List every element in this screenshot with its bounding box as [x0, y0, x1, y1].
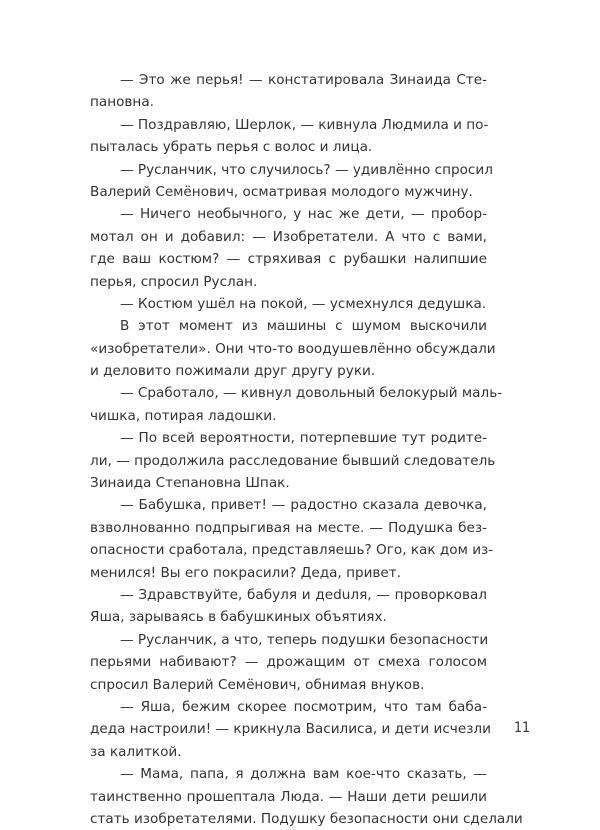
text-line: пыталась убрать перья с волос и лица. [90, 139, 373, 156]
text-line: где ваш костюм? — стряхивая с рубашки налипшие [90, 251, 487, 268]
text-line: спросил Валерий Семёнович, обнимая внуков. [90, 676, 425, 693]
text-line: взволнованно подпрыгивая на месте. — Подушка без- [90, 519, 487, 536]
text-line: перья, спросил Руслан. [90, 273, 258, 290]
text-line: — Мама, папа, я должна вам кое-что сказать, — [120, 766, 487, 783]
text-line: — Бабушка, привет! — радостно сказала девочка, [120, 497, 487, 514]
text-line: — Поздравляю, Шерлок, — кивнула Людмила и по- [120, 116, 489, 133]
text-line: менился! Вы его покрасили? Деда, привет. [90, 564, 402, 581]
text-line: — Ничего необычного, у нас же дети, — пробор- [120, 206, 487, 223]
text-line: чишка, потирая ладошки. [90, 407, 277, 424]
text-line: — Русланчик, а что, теперь подушки безопасности [120, 631, 489, 648]
text-line: пановна. [90, 94, 154, 111]
text-line: опасности сработала, представляешь? Ого, как дом из- [90, 542, 494, 559]
text-line: ли, — продолжила расследование бывший следователь [90, 452, 496, 469]
text-line: — По всей вероятности, потерпевшие тут родите- [120, 430, 487, 447]
text-line: за калиткой. [90, 743, 182, 760]
text-line: — Костюм ушёл на покой, — усмехнулся дедушка. [120, 295, 487, 312]
text-line: стать изобретателями. Подушку безопасности они сделали [90, 810, 523, 827]
text-line: деда настроили! — крикнула Василиса, и дети исчезли [90, 721, 491, 738]
page-number: 11 [514, 720, 531, 736]
text-line: — Русланчик, что случилось? — удивлённо спросил [120, 161, 493, 178]
text-line: — Яша, бежим скорее посмотрим, что там баба- [120, 698, 487, 715]
text-line: В этот момент из машины с шумом выскочили [120, 318, 487, 335]
text-line: «изобретатели». Они что-то воодушевлённо обсуждали [90, 340, 496, 357]
text-line: — Это же перья! — констатировала Зинаида Сте- [120, 72, 487, 88]
text-line: перьями набивают? — дрожащим от смеха голосом [90, 654, 487, 671]
text-line: и деловито пожимали друг другу руки. [90, 363, 376, 380]
text-line: Зинаида Степановна Шпак. [90, 475, 290, 492]
text-line: Яша, зарываясь в бабушкиных объятиях. [90, 609, 387, 626]
text-line: таинственно прошептала Люда. — Наши дети решили [90, 788, 487, 805]
text-line: мотал он и добавил: — Изобретатели. А что с вами, [90, 228, 487, 245]
text-line: — Здравствуйте, бабуля и деduля, — проворковал [120, 586, 487, 603]
text-line: — Сработало, — кивнул довольный белокурый маль- [120, 385, 503, 402]
text-line: Валерий Семёнович, осматривая молодого мужчину. [90, 183, 473, 200]
